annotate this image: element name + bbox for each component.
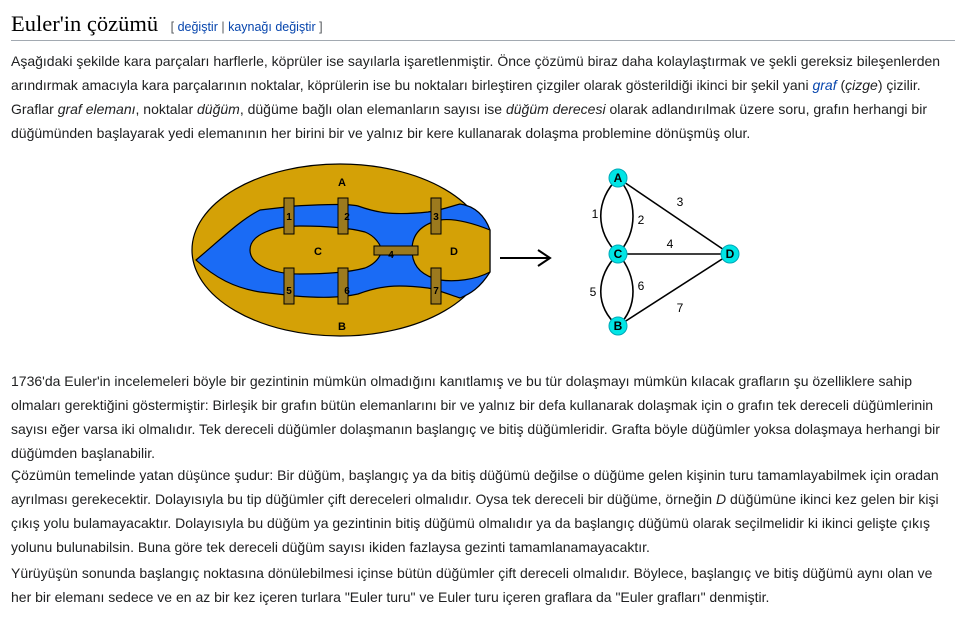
bridge-label-6: 6 bbox=[344, 286, 350, 297]
graph-node-label-d: D bbox=[725, 247, 735, 261]
graph-edge-label-2: 2 bbox=[637, 213, 645, 227]
italic-term-dugum: düğüm bbox=[197, 101, 240, 117]
text-fragment: , noktalar bbox=[135, 101, 197, 117]
graph-edge-2 bbox=[618, 178, 633, 254]
graph-edge-7 bbox=[618, 254, 730, 326]
bridge-label-1: 1 bbox=[286, 212, 292, 223]
text-fragment: Çözümün temelinde yatan düşünce şudur: Bir düğüm, başlangıç ya da bitiş düğümü değilse o düğüme gelen kişinin turu tamamlayabilmek için oradan ayrılması gerekecektir. Dolayısıyla bu tip düğümler çift dereceleri olmalıdır. Oysa tek dereceli bir düğüme, örneğin bbox=[11, 467, 939, 507]
bridge-4 bbox=[374, 246, 418, 255]
paragraph-solution-idea bbox=[11, 463, 951, 559]
italic-term-dugum-derecesi: düğüm derecesi bbox=[505, 101, 606, 117]
graph-edge-label-5: 5 bbox=[589, 285, 597, 299]
italic-node-d: D bbox=[715, 491, 727, 507]
edit-bracket-close: ] bbox=[319, 20, 323, 34]
graph-edge-label-3: 3 bbox=[676, 195, 684, 209]
graph-edge-6 bbox=[618, 254, 633, 326]
graf-link[interactable] bbox=[812, 77, 836, 93]
graph-node-label-b: B bbox=[613, 319, 623, 333]
arrow-icon bbox=[500, 250, 550, 266]
graph-edge-1 bbox=[601, 178, 618, 254]
graph-node-label-c: C bbox=[613, 247, 623, 261]
bridge-label-7: 7 bbox=[433, 286, 439, 297]
map-label-b: B bbox=[338, 321, 346, 333]
edit-bracket-open: [ bbox=[170, 20, 175, 34]
graf-link-text: graf bbox=[812, 77, 837, 93]
map-label-d: D bbox=[450, 246, 458, 258]
graph-edge-label-1: 1 bbox=[591, 207, 599, 221]
map-label-a: A bbox=[338, 177, 346, 189]
graph-node-label-a: A bbox=[613, 171, 623, 185]
paragraph-intro bbox=[11, 49, 951, 145]
edit-link[interactable]: değiştir bbox=[177, 20, 218, 34]
section-title: Euler'in çözümü bbox=[11, 11, 159, 36]
graph-edge-label-7: 7 bbox=[676, 301, 684, 315]
graph-edge-3 bbox=[618, 178, 730, 254]
paragraph-euler-tour: Yürüyüşün sonunda başlangıç noktasına dönülebilmesi içinse bütün düğümler çift dereceli olmalıdır. Böylece, başlangıç ve bitiş düğümü aynı olan ve her bir elemanı sedece ve en az bir kez içeren turlara "Euler turu" ve Euler turu içeren graflara da "Euler grafları" denmiştir. bbox=[11, 565, 933, 605]
konigsberg-figure bbox=[190, 160, 750, 340]
paragraph-euler-proof: 1736'da Euler'in incelemeleri böyle bir gezintinin mümkün olmadığını kanıtlamış ve bu tür dolaşmayı mümkün kılacak grafların şu özelliklere sahip olmaları gerektiğini göstermiştir: Birleşik bir grafın bütün elemanlarını bir ve yalnız bir defa kullanarak dolaşmak için o grafın tek dereceli düğümlerinin sayısı eğer varsa iki olmalıdır. Tek dereceli düğümler dolaşmanın başlangıç ve bitiş düğümleridir. Grafta böyle düğümler yoksa dolaşmaya herhangi bir düğümden başlanabilir. bbox=[11, 373, 940, 461]
bridge-label-4: 4 bbox=[388, 250, 394, 261]
italic-term-graf-elemani: graf elemanı bbox=[57, 101, 136, 117]
map-label-c: C bbox=[314, 246, 322, 258]
graph-edge-label-6: 6 bbox=[637, 279, 645, 293]
section-heading bbox=[11, 8, 955, 41]
bridge-label-5: 5 bbox=[286, 286, 292, 297]
graph-edge-5 bbox=[601, 254, 618, 326]
text-fragment: olarak adlandırılmak üzere soru, grafın herhangi bir düğümünden başlayarak yedi elemanının her birini bir ve yalnız bir kere kullanarak dolaşma problemine dönüşmüş olur. bbox=[11, 101, 927, 141]
text-fragment: düğümüne ikinci kez gelen bir kişi çıkış yolu bulamayacaktır. Dolayısıyla bu düğüm ya gezintinin bitiş düğümü olmalıdır ya da başlangıç düğümü olarak seçilmelidir ki ikinci gelişte çıkış yolunu bulunabilsin. Buna göre tek dereceli düğüm sayısı ikiden fazlaysa gezinti tamamlanamayacaktır. bbox=[11, 491, 939, 555]
italic-term-cizge: çizge bbox=[845, 77, 878, 93]
text-fragment: ( bbox=[836, 77, 846, 93]
text-fragment: ) çizilir. Graflar bbox=[11, 77, 921, 117]
graph-edge-label-4: 4 bbox=[666, 237, 674, 251]
text-fragment: Aşağıdaki şekilde kara parçaları harflerle, köprüler ise sayılarla işaretlenmiştir. Önce çözümü biraz daha kolaylaştırmak ve şekli gereksiz bileşenlerden arındırmak amacıyla kara parçalarının noktalar, köprülerin ise bu noktaları birleştiren çizgiler olarak gösterildiği ikinci bir şekil yani bbox=[11, 53, 941, 93]
bridge-label-3: 3 bbox=[433, 212, 439, 223]
edit-separator: | bbox=[221, 20, 225, 34]
bridge-label-2: 2 bbox=[344, 212, 350, 223]
edit-section-links bbox=[171, 20, 323, 34]
text-fragment: , düğüme bağlı olan elemanların sayısı ise bbox=[239, 101, 506, 117]
konigsberg-figure-svg bbox=[190, 160, 750, 340]
edit-source-link[interactable]: kaynağı değiştir bbox=[228, 20, 316, 34]
